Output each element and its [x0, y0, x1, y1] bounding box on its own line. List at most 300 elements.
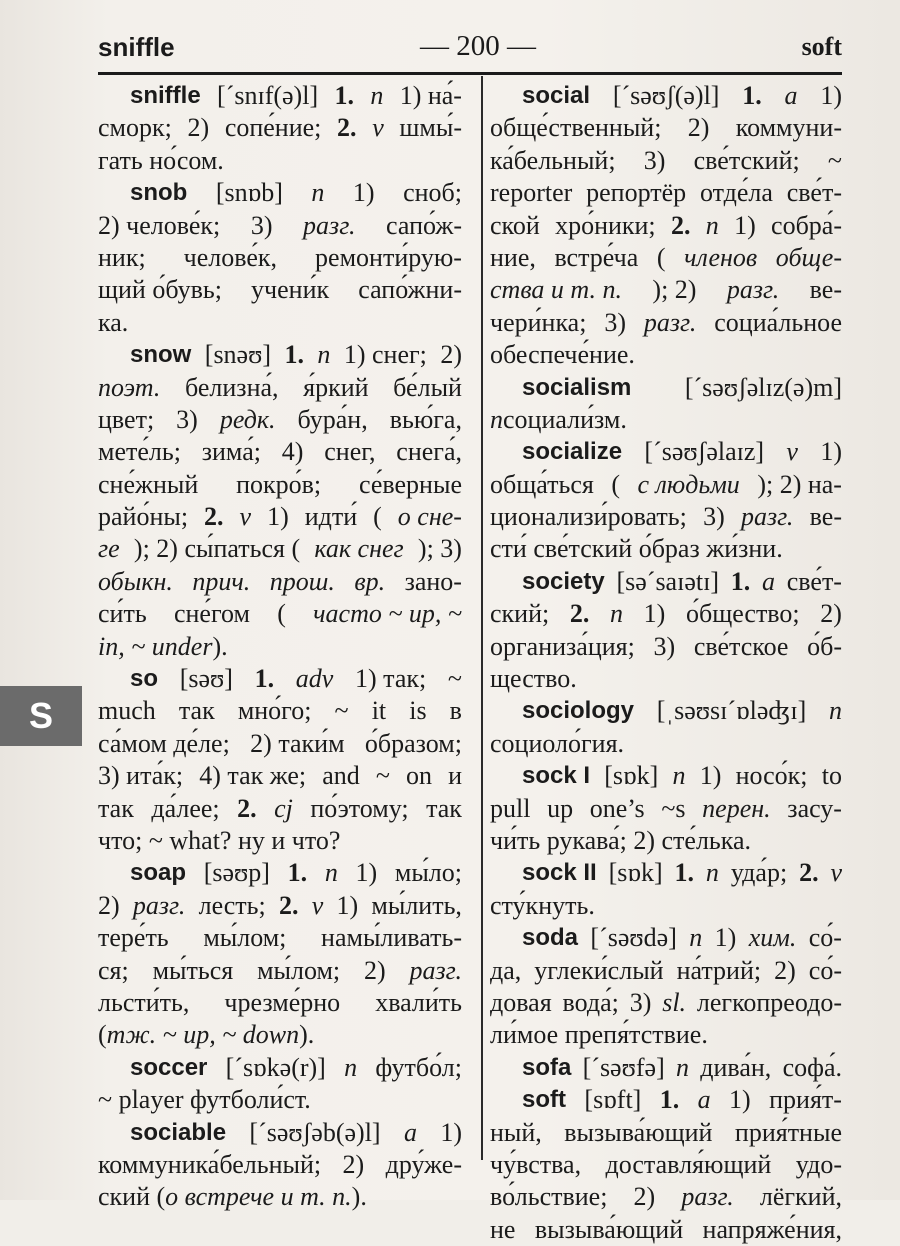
text-fragment: в: [449, 696, 462, 726]
headword: sociology: [522, 697, 635, 725]
text-fragment: хим.: [748, 923, 797, 953]
text-line: [490, 1181, 842, 1213]
text-line: [490, 80, 842, 112]
text-fragment: разг.: [726, 275, 780, 305]
text-fragment: 2): [363, 955, 386, 985]
text-fragment: на́трий;: [676, 955, 762, 985]
text-fragment: так: [98, 793, 134, 823]
text-fragment: о сне-: [397, 502, 462, 532]
text-fragment: 1.: [284, 340, 304, 370]
text-line: [490, 339, 842, 371]
text-fragment: са́мом де́ле;: [98, 728, 230, 758]
headword: soda: [522, 924, 579, 952]
text-line: [98, 469, 462, 501]
headword: socialize: [522, 438, 623, 466]
text-fragment: да́лее;: [151, 793, 220, 823]
text-fragment: мы́лом;: [257, 955, 341, 985]
text-fragment: (: [611, 469, 621, 499]
text-fragment: снега́,: [396, 437, 462, 467]
text-fragment: (: [373, 502, 382, 532]
page-number: — 200 —: [420, 30, 536, 62]
text-fragment: си́ть: [98, 599, 147, 629]
text-line: [98, 1117, 462, 1149]
text-fragment: (: [98, 1020, 107, 1050]
text-fragment: углеки́слый: [534, 955, 664, 985]
text-line: [98, 372, 462, 404]
text-line: [98, 663, 462, 695]
text-fragment: прич.: [192, 566, 251, 596]
text-fragment: 1): [352, 178, 375, 208]
text-fragment: ский (: [98, 1182, 166, 1212]
text-fragment: a: [761, 566, 775, 596]
left-column: [98, 80, 462, 1214]
text-fragment: 3): [176, 404, 198, 434]
text-fragment: мете́ль;: [98, 437, 181, 467]
text-fragment: n: [344, 1052, 358, 1082]
text-fragment: ской: [490, 210, 540, 240]
text-fragment: ); 2) сы́паться (: [133, 534, 301, 564]
text-line: [98, 1149, 462, 1181]
text-line: [490, 533, 842, 565]
headword: sock I: [522, 762, 591, 790]
text-fragment: 1.: [334, 81, 354, 110]
text-line: [98, 1019, 462, 1051]
text-fragment: лёгкий,: [759, 1182, 842, 1212]
text-fragment: репортёр: [586, 178, 687, 208]
text-fragment: дива́н,: [700, 1052, 772, 1082]
text-line: [490, 566, 842, 598]
text-fragment: ник;: [98, 242, 146, 272]
text-fragment: n: [672, 761, 686, 791]
text-fragment: is: [409, 696, 427, 726]
text-line: [98, 1084, 462, 1116]
text-fragment: [snɒb]: [215, 178, 283, 208]
text-fragment: шмы́-: [399, 113, 462, 143]
text-fragment: довая: [490, 987, 552, 1017]
text-fragment: ка́бельный;: [490, 145, 616, 175]
text-line: [490, 631, 842, 663]
text-line: [490, 404, 842, 436]
text-fragment: v: [372, 113, 384, 143]
text-fragment: разг.: [740, 502, 794, 532]
headword: soap: [130, 859, 187, 887]
text-fragment: чу́вства,: [490, 1149, 582, 1179]
text-fragment: ли́мое препя́тствие.: [490, 1020, 708, 1050]
text-fragment: adv: [295, 664, 334, 694]
text-fragment: 2.: [237, 793, 257, 823]
text-line: [98, 955, 462, 987]
text-fragment: 2): [820, 599, 842, 629]
headword: sofa: [522, 1053, 572, 1081]
text-fragment: софа́.: [782, 1052, 842, 1082]
text-fragment: прош.: [269, 566, 335, 596]
text-fragment: бе́лый: [393, 372, 462, 402]
text-line: [490, 760, 842, 792]
text-fragment: n: [610, 599, 624, 629]
text-line: [98, 890, 462, 922]
text-fragment: мы́ло;: [394, 858, 462, 888]
text-fragment: v: [239, 502, 252, 532]
text-line: [490, 177, 842, 209]
text-fragment: [´səʊʃəlaɪz]: [644, 437, 765, 467]
text-fragment: 3): [643, 145, 666, 175]
text-fragment: [snəʊ]: [204, 340, 272, 370]
text-fragment: со́-: [808, 923, 842, 953]
text-fragment: ве-: [809, 502, 842, 532]
text-line: [490, 1019, 842, 1051]
text-line: [98, 274, 462, 306]
text-fragment: 1): [440, 1117, 462, 1147]
text-fragment: челове́к,: [183, 242, 278, 272]
text-fragment: 2.: [670, 210, 691, 240]
text-fragment: 3): [604, 307, 627, 337]
text-fragment: 2): [633, 1182, 656, 1212]
headword: soft: [522, 1086, 566, 1114]
text-fragment: n: [705, 210, 719, 240]
text-fragment: льсти́ть,: [98, 987, 190, 1017]
text-fragment: 2): [687, 113, 710, 143]
text-fragment: сопе́ние;: [224, 113, 322, 143]
text-fragment: обще-: [775, 242, 842, 272]
text-fragment: покро́в;: [236, 469, 322, 499]
text-fragment: ский;: [490, 599, 550, 629]
text-fragment: да,: [490, 955, 522, 985]
headword: sniffle: [130, 82, 201, 109]
text-fragment: 1): [355, 858, 378, 888]
text-fragment: 1): [820, 437, 842, 467]
text-fragment: it: [371, 696, 387, 726]
text-fragment: 3): [250, 210, 273, 240]
text-fragment: v: [311, 890, 324, 920]
text-fragment: [sɒk]: [604, 761, 659, 791]
text-fragment: я́ркий: [303, 372, 369, 402]
text-fragment: прия́т-: [769, 1085, 842, 1115]
text-fragment: 1): [336, 890, 359, 920]
text-fragment: n: [676, 1052, 689, 1082]
text-fragment: тере́ть: [98, 923, 169, 953]
text-fragment: доставля́ющий: [605, 1149, 772, 1179]
text-fragment: учени́к: [251, 275, 330, 305]
text-line: [490, 469, 842, 501]
text-fragment: 1): [729, 1085, 751, 1115]
text-fragment: 2.: [204, 502, 224, 532]
alphabet-thumb-tab: S: [0, 686, 82, 746]
headword: sock II: [522, 859, 597, 887]
text-fragment: reporter: [490, 178, 573, 208]
text-fragment: (: [656, 242, 666, 272]
text-fragment: ~ player футболи́ст.: [98, 1085, 311, 1115]
text-fragment: тж. ~ up, ~ down: [106, 1020, 300, 1050]
text-fragment: 1): [820, 81, 842, 110]
text-fragment: как снег: [314, 534, 404, 564]
text-fragment: чери́нка;: [490, 307, 587, 337]
text-line: [490, 1117, 842, 1149]
text-fragment: све́т-: [786, 566, 842, 596]
text-fragment: све́т-: [786, 178, 842, 208]
text-fragment: коммуника́бельный;: [98, 1149, 322, 1179]
text-fragment: сне́жный: [98, 469, 199, 499]
headword: social: [522, 82, 591, 109]
text-fragment: райо́ны;: [98, 502, 189, 532]
text-fragment: a: [784, 81, 798, 110]
text-fragment: с людьми: [637, 469, 740, 499]
text-fragment: встре́ча: [554, 242, 639, 272]
text-line: [98, 857, 462, 889]
text-fragment: мно́го;: [237, 696, 312, 726]
text-fragment: зима́;: [201, 437, 261, 467]
text-fragment: членов: [684, 242, 758, 272]
text-fragment: 2): [440, 340, 462, 370]
text-line: [98, 404, 462, 436]
text-fragment: щество.: [490, 664, 577, 694]
text-fragment: мы́лить,: [371, 890, 462, 920]
text-line: [490, 857, 842, 889]
text-fragment: по́этому;: [310, 793, 409, 823]
text-fragment: ремонти́рую-: [315, 242, 462, 272]
text-fragment: 1): [267, 502, 289, 532]
text-fragment: о́б-: [807, 631, 842, 661]
text-line: [490, 890, 842, 922]
text-fragment: 2): [342, 1149, 365, 1179]
text-line: [490, 1149, 842, 1181]
text-fragment: n: [317, 340, 331, 370]
text-line: [490, 955, 842, 987]
text-fragment: разг.: [132, 890, 186, 920]
text-fragment: ка.: [98, 307, 129, 337]
text-line: [98, 1181, 462, 1213]
text-fragment: 1): [643, 599, 666, 629]
text-fragment: up: [547, 793, 574, 823]
text-fragment: 2) челове́к;: [98, 210, 221, 240]
text-line: [98, 987, 462, 1019]
text-line: [98, 112, 462, 144]
text-fragment: разг.: [409, 955, 462, 985]
text-fragment: 4) так же;: [199, 761, 307, 791]
text-fragment: [sɒk]: [608, 858, 663, 888]
text-fragment: во́льствие;: [490, 1182, 608, 1212]
text-fragment: организа́ция;: [490, 631, 635, 661]
text-fragment: сморк;: [98, 113, 172, 143]
text-fragment: цвет;: [98, 404, 155, 434]
text-fragment: ); 2): [652, 275, 697, 305]
text-fragment: n: [311, 178, 325, 208]
text-fragment: разг.: [681, 1182, 734, 1212]
text-fragment: [səʊ]: [179, 664, 233, 694]
text-fragment: [´səʊdə]: [590, 923, 677, 953]
text-line: [490, 825, 842, 857]
text-fragment: футбо́л;: [375, 1052, 462, 1082]
text-fragment: снег,: [324, 437, 376, 467]
text-fragment: обеспече́ние.: [490, 340, 635, 370]
text-fragment: 2.: [337, 113, 357, 143]
text-fragment: 2.: [569, 599, 590, 629]
text-fragment: 1.: [659, 1085, 680, 1115]
text-fragment: 3): [703, 502, 725, 532]
text-fragment: что; ~ what? ну и что?: [98, 825, 341, 855]
text-fragment: так: [178, 696, 215, 726]
text-line: [98, 210, 462, 242]
text-fragment: зано-: [404, 566, 462, 596]
text-fragment: ~s: [661, 793, 686, 823]
text-fragment: ); 3): [417, 534, 462, 564]
text-line: [98, 728, 462, 760]
text-line: [490, 372, 842, 404]
headword: sociable: [130, 1118, 227, 1146]
text-fragment: намы́ливать-: [321, 923, 462, 953]
text-line: [98, 793, 462, 825]
text-fragment: вызыва́ющий: [564, 1117, 713, 1147]
text-line: [98, 1052, 462, 1084]
text-fragment: pull: [490, 793, 531, 823]
text-fragment: обща́ться: [490, 469, 594, 499]
text-fragment: о́бразом;: [364, 728, 462, 758]
text-fragment: перен.: [702, 793, 771, 823]
text-line: [490, 1214, 842, 1246]
text-fragment: отде́ла: [699, 178, 773, 208]
text-fragment: вода́;: [562, 987, 619, 1017]
text-line: [490, 598, 842, 630]
text-line: [98, 145, 462, 177]
text-fragment: бура́н,: [297, 404, 368, 434]
text-fragment: ный,: [490, 1117, 542, 1147]
text-fragment: 1) так;: [355, 664, 427, 694]
text-line: [490, 274, 842, 306]
text-fragment: 1): [734, 210, 756, 240]
text-fragment: разг.: [303, 210, 356, 240]
text-fragment: ~: [375, 761, 390, 791]
text-fragment: разг.: [643, 307, 697, 337]
headword: society: [522, 567, 605, 595]
text-fragment: сапо́ж-: [386, 210, 462, 240]
text-fragment: ~: [827, 145, 842, 175]
text-fragment: белизна́,: [184, 372, 279, 402]
text-fragment: n: [370, 81, 384, 110]
text-fragment: n: [705, 858, 719, 888]
text-line: [490, 728, 842, 760]
text-fragment: 3): [629, 987, 652, 1017]
headword: soccer: [130, 1053, 208, 1081]
text-fragment: [ˌsəʊsɪ´ɒləʤɪ]: [656, 696, 807, 726]
text-fragment: лесть;: [198, 890, 266, 920]
header-right-word: soft: [801, 32, 842, 61]
text-fragment: щий о́бувь;: [98, 275, 222, 305]
text-fragment: легкопреодо-: [696, 987, 842, 1017]
text-fragment: так: [426, 793, 462, 823]
text-line: [98, 695, 462, 727]
text-fragment: вызыва́ющий: [534, 1214, 684, 1244]
text-line: [98, 825, 462, 857]
text-fragment: 1): [714, 923, 737, 953]
text-fragment: социа́льное: [714, 307, 842, 337]
text-fragment: much: [98, 696, 156, 726]
text-fragment: поэт.: [98, 372, 161, 402]
text-fragment: 1.: [742, 81, 762, 110]
text-fragment: мы́лом;: [203, 923, 287, 953]
text-line: [98, 533, 462, 565]
text-fragment: sl.: [662, 987, 687, 1017]
text-fragment: обще́ственный;: [490, 113, 662, 143]
text-fragment: ге: [98, 534, 120, 564]
headword: socialism: [522, 373, 632, 401]
text-fragment: [´səʊʃ(ə)l]: [612, 81, 720, 110]
text-line: [490, 793, 842, 825]
text-line: [98, 922, 462, 954]
text-fragment: [sə´saɪətɪ]: [616, 566, 719, 596]
text-line: [490, 922, 842, 954]
text-fragment: сноб;: [403, 178, 462, 208]
text-fragment: ве-: [809, 275, 842, 305]
text-line: [490, 307, 842, 339]
text-line: [490, 1052, 842, 1084]
text-fragment: прия́тные: [734, 1117, 842, 1147]
text-fragment: n: [689, 923, 703, 953]
text-fragment: ); 2) на-: [757, 469, 842, 499]
text-fragment: n: [490, 404, 503, 434]
text-fragment: one’s: [589, 793, 645, 823]
text-fragment: ~: [334, 696, 349, 726]
text-fragment: 2): [187, 113, 210, 143]
text-fragment: сту́кнуть.: [490, 890, 595, 920]
right-column: [490, 80, 842, 1246]
text-line: [490, 436, 842, 468]
text-fragment: чрезме́рно: [224, 987, 341, 1017]
text-fragment: [sɒft]: [584, 1085, 642, 1115]
text-line: [98, 598, 462, 630]
text-fragment: 2.: [278, 890, 299, 920]
text-fragment: 2): [774, 955, 796, 985]
text-fragment: 1): [699, 761, 722, 791]
text-fragment: 2) таки́м: [250, 728, 345, 758]
text-fragment: ).: [351, 1182, 367, 1212]
text-fragment: ние,: [490, 242, 536, 272]
text-fragment: сне́гом: [173, 599, 250, 629]
text-fragment: v: [830, 858, 842, 888]
text-fragment: напряже́ния,: [702, 1214, 842, 1244]
text-line: [98, 566, 462, 598]
text-fragment: 1.: [287, 858, 308, 888]
column-divider: [481, 76, 483, 1160]
text-fragment: 1.: [730, 566, 751, 596]
text-fragment: сапо́жни-: [358, 275, 462, 305]
text-fragment: засу-: [787, 793, 842, 823]
text-fragment: n: [324, 858, 338, 888]
text-fragment: ).: [212, 631, 228, 661]
text-line: [490, 145, 842, 177]
text-fragment: хро́ники;: [555, 210, 656, 240]
text-line: [490, 112, 842, 144]
text-fragment: идти́: [304, 502, 358, 532]
text-fragment: гать но́сом.: [98, 145, 224, 175]
text-fragment: носо́к;: [735, 761, 808, 791]
text-line: [98, 177, 462, 209]
text-fragment: све́тское: [693, 631, 789, 661]
text-line: [490, 663, 842, 695]
header-rule: [98, 72, 842, 75]
text-fragment: не: [490, 1214, 516, 1244]
header-left-word: sniffle: [98, 32, 175, 62]
text-fragment: 1) на́-: [399, 81, 462, 110]
text-fragment: (: [277, 599, 286, 629]
text-line: [98, 436, 462, 468]
text-fragment: 1) снег;: [343, 340, 427, 370]
text-line: [98, 307, 462, 339]
text-fragment: вр.: [354, 566, 386, 596]
text-fragment: дру́же-: [385, 1149, 462, 1179]
text-fragment: обыкн.: [98, 566, 173, 596]
text-fragment: v: [786, 437, 798, 467]
text-fragment: и: [448, 761, 462, 791]
text-fragment: удо-: [795, 1149, 842, 1179]
